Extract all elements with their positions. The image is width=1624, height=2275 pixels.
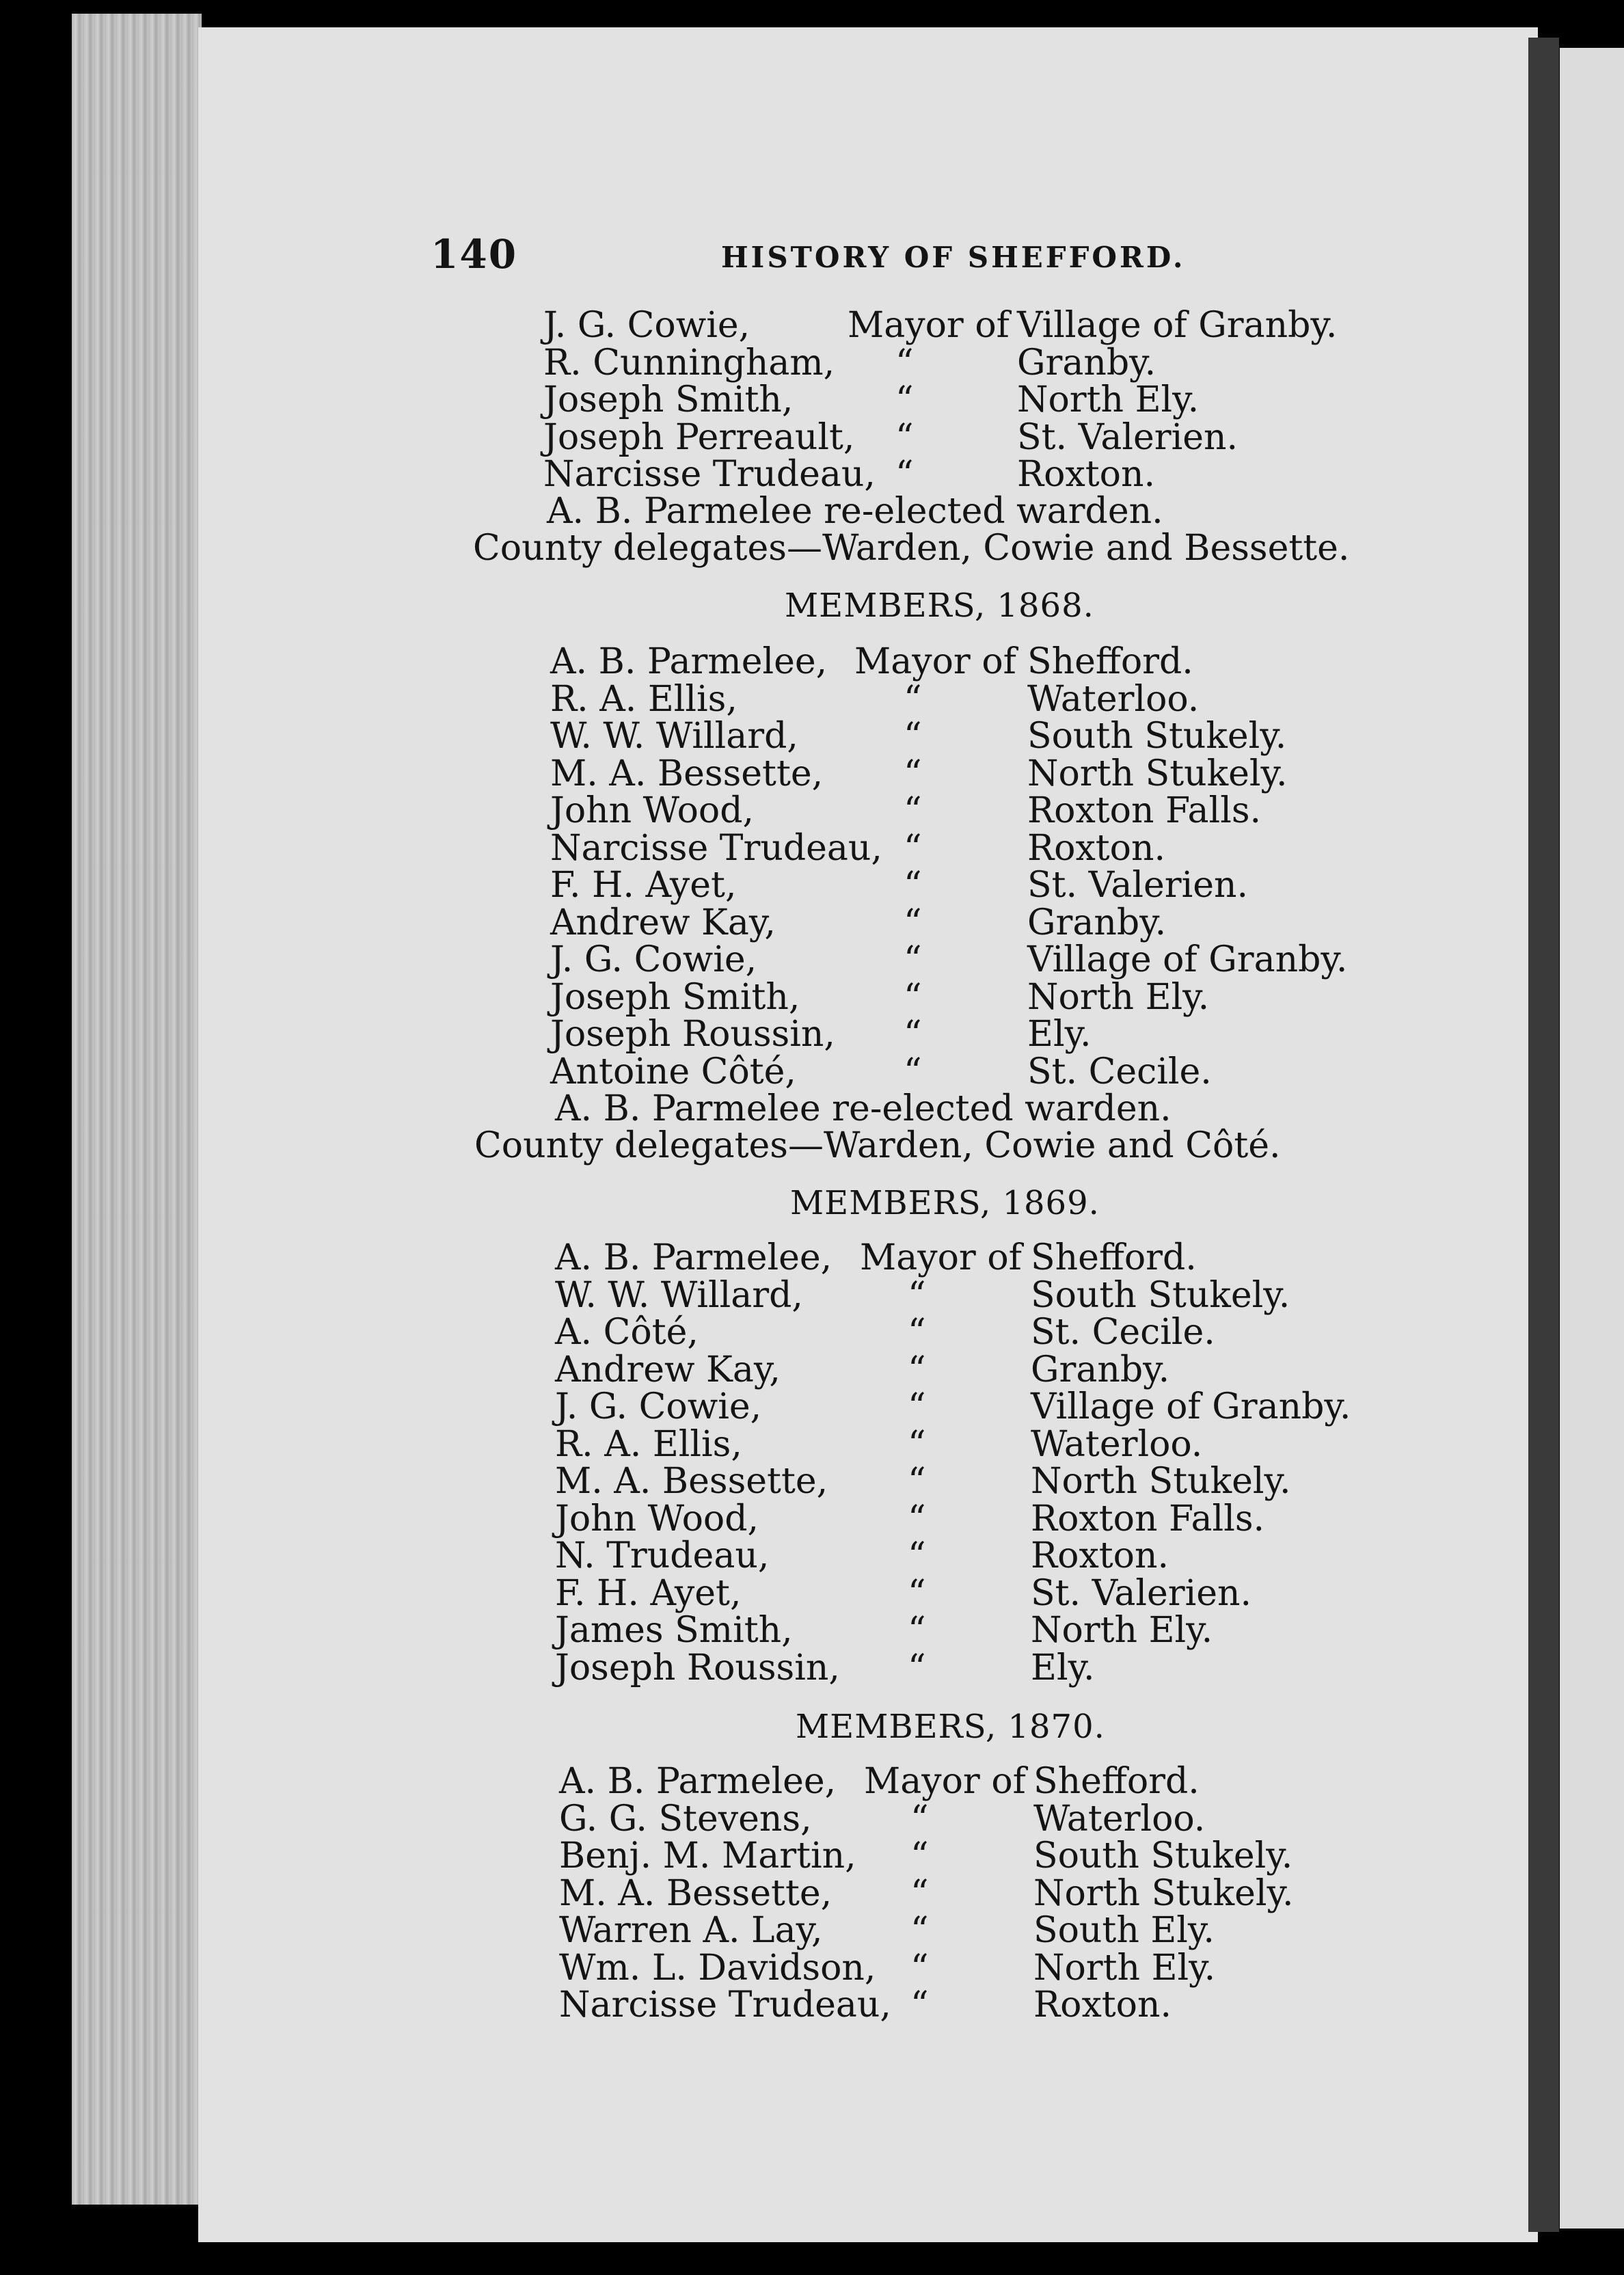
- member-office: “: [908, 1647, 926, 1688]
- member-place: North Ely.: [1027, 976, 1210, 1018]
- member-place: Granby.: [1027, 902, 1167, 943]
- member-name: Narcisse Trudeau,: [559, 1984, 891, 2025]
- member-office: “: [904, 865, 922, 906]
- member-office: “: [895, 379, 914, 420]
- member-office: “: [904, 976, 922, 1018]
- member-place: South Stukely.: [1031, 1274, 1290, 1316]
- member-office: Mayor of: [860, 1237, 1022, 1278]
- member-name: A. Côté,: [555, 1312, 699, 1353]
- member-office: “: [908, 1274, 926, 1316]
- member-name: Wm. L. Davidson,: [559, 1947, 876, 1989]
- member-office: “: [910, 1798, 929, 1840]
- member-name: M. A. Bessette,: [559, 1872, 833, 1914]
- member-office: “: [895, 342, 914, 383]
- member-place: North Stukely.: [1027, 753, 1288, 794]
- member-office: “: [895, 416, 914, 458]
- member-name: Benj. M. Martin,: [559, 1835, 856, 1876]
- member-place: North Ely.: [1031, 1610, 1213, 1651]
- member-office: “: [904, 902, 922, 943]
- member-name: N. Trudeau,: [555, 1535, 770, 1576]
- member-place: South Ely.: [1033, 1910, 1215, 1951]
- member-name: Andrew Kay,: [555, 1349, 781, 1390]
- member-office: Mayor of: [864, 1761, 1026, 1802]
- member-name: Narcisse Trudeau,: [543, 454, 876, 495]
- member-name: Andrew Kay,: [550, 902, 776, 943]
- member-office: Mayor of: [854, 641, 1016, 682]
- member-place: St. Valerien.: [1027, 865, 1249, 906]
- member-office: “: [910, 1984, 929, 2025]
- member-office: “: [908, 1572, 926, 1614]
- heading-1869: MEMBERS, 1869.: [790, 1184, 1100, 1222]
- member-name: W. W. Willard,: [550, 716, 798, 757]
- member-office: “: [908, 1610, 926, 1651]
- member-office: “: [908, 1423, 926, 1465]
- member-place: Roxton.: [1031, 1535, 1169, 1576]
- member-office: “: [908, 1349, 926, 1390]
- member-name: Joseph Roussin,: [555, 1647, 840, 1688]
- member-office: “: [904, 1014, 922, 1055]
- member-place: Waterloo.: [1033, 1798, 1206, 1840]
- member-name: G. G. Stevens,: [559, 1798, 812, 1840]
- member-office: “: [904, 1051, 922, 1092]
- member-name: Joseph Perreault,: [543, 416, 855, 458]
- member-name: M. A. Bessette,: [555, 1461, 828, 1502]
- member-place: Granby.: [1017, 342, 1156, 383]
- delegates-note-1867: County delegates—Warden, Cowie and Bessette.: [473, 528, 1350, 569]
- member-office: “: [910, 1835, 929, 1876]
- member-name: Joseph Smith,: [543, 379, 794, 420]
- member-office: “: [910, 1947, 929, 1989]
- member-office: “: [904, 790, 922, 831]
- member-name: F. H. Ayet,: [550, 865, 737, 906]
- member-name: Joseph Roussin,: [550, 1014, 835, 1055]
- member-name: W. W. Willard,: [555, 1274, 803, 1316]
- member-place: Village of Granby.: [1031, 1386, 1351, 1427]
- member-office: “: [904, 939, 922, 980]
- member-place: St. Cecile.: [1031, 1312, 1215, 1353]
- member-name: Joseph Smith,: [550, 976, 800, 1018]
- warden-note-1868: A. B. Parmelee re-elected warden.: [555, 1088, 1172, 1129]
- member-office: “: [908, 1386, 926, 1427]
- member-place: Shefford.: [1033, 1761, 1200, 1802]
- member-office: “: [904, 716, 922, 757]
- member-office: “: [895, 454, 914, 495]
- member-office: “: [910, 1910, 929, 1951]
- delegates-note-1868: County delegates—Warden, Cowie and Côté.: [474, 1125, 1281, 1166]
- member-place: Shefford.: [1027, 641, 1193, 682]
- warden-note-1867: A. B. Parmelee re-elected warden.: [547, 491, 1163, 532]
- member-name: John Wood,: [550, 790, 755, 831]
- member-place: Roxton Falls.: [1031, 1498, 1265, 1539]
- member-name: J. G. Cowie,: [543, 305, 750, 346]
- member-name: A. B. Parmelee,: [555, 1237, 833, 1278]
- member-place: South Stukely.: [1027, 716, 1287, 757]
- member-office: “: [908, 1312, 926, 1353]
- member-place: Roxton.: [1033, 1984, 1172, 2025]
- member-name: A. B. Parmelee,: [550, 641, 828, 682]
- member-place: North Stukely.: [1031, 1461, 1291, 1502]
- member-place: Ely.: [1031, 1647, 1095, 1688]
- member-name: J. G. Cowie,: [550, 939, 757, 980]
- member-office: “: [908, 1461, 926, 1502]
- member-name: James Smith,: [555, 1610, 793, 1651]
- member-place: Village of Granby.: [1017, 305, 1338, 346]
- member-place: Granby.: [1031, 1349, 1170, 1390]
- member-name: R. A. Ellis,: [555, 1423, 742, 1465]
- member-office: “: [904, 678, 922, 720]
- member-office: “: [904, 827, 922, 869]
- member-office: “: [908, 1535, 926, 1576]
- member-place: Waterloo.: [1031, 1423, 1203, 1465]
- running-head: HISTORY OF SHEFFORD.: [721, 241, 1186, 274]
- member-name: Warren A. Lay,: [559, 1910, 823, 1951]
- member-place: St. Valerien.: [1017, 416, 1239, 458]
- member-name: John Wood,: [555, 1498, 759, 1539]
- member-office: “: [904, 753, 922, 794]
- member-name: M. A. Bessette,: [550, 753, 824, 794]
- member-place: North Ely.: [1017, 379, 1200, 420]
- member-name: R. Cunningham,: [543, 342, 835, 383]
- heading-1870: MEMBERS, 1870.: [796, 1708, 1105, 1746]
- member-place: Village of Granby.: [1027, 939, 1348, 980]
- heading-1868: MEMBERS, 1868.: [785, 587, 1094, 625]
- member-name: A. B. Parmelee,: [559, 1761, 837, 1802]
- member-name: Antoine Côté,: [550, 1051, 796, 1092]
- member-place: South Stukely.: [1033, 1835, 1293, 1876]
- member-place: Shefford.: [1031, 1237, 1197, 1278]
- member-name: R. A. Ellis,: [550, 678, 737, 720]
- member-place: Ely.: [1027, 1014, 1092, 1055]
- member-place: Roxton Falls.: [1027, 790, 1262, 831]
- member-name: J. G. Cowie,: [555, 1386, 762, 1427]
- member-place: Roxton.: [1027, 827, 1166, 869]
- member-place: North Stukely.: [1033, 1872, 1294, 1914]
- member-place: North Ely.: [1033, 1947, 1216, 1989]
- member-office: Mayor of: [848, 305, 1010, 346]
- member-name: Narcisse Trudeau,: [550, 827, 882, 869]
- member-office: “: [910, 1872, 929, 1914]
- member-place: St. Cecile.: [1027, 1051, 1212, 1092]
- member-name: F. H. Ayet,: [555, 1572, 742, 1614]
- page-number: 140: [431, 231, 518, 278]
- member-place: St. Valerien.: [1031, 1572, 1252, 1614]
- member-place: Roxton.: [1017, 454, 1156, 495]
- member-place: Waterloo.: [1027, 678, 1200, 720]
- member-office: “: [908, 1498, 926, 1539]
